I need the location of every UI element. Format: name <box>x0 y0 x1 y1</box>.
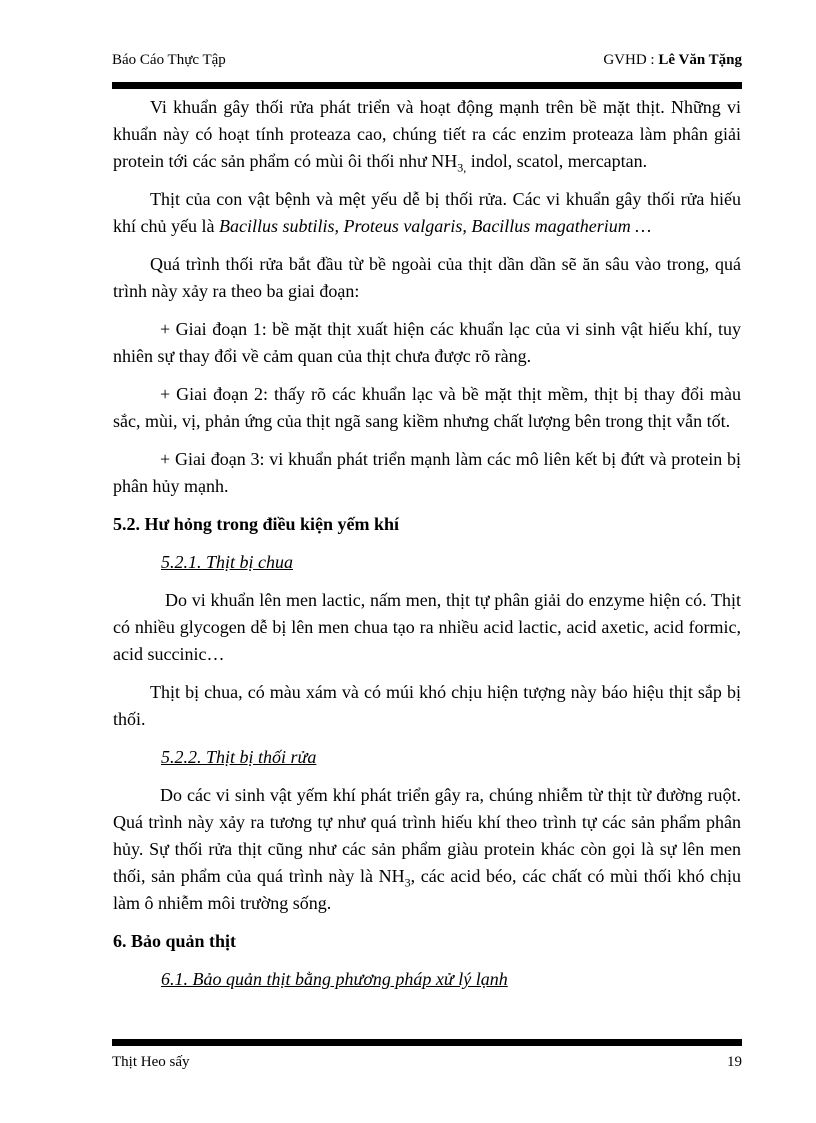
subsection-heading-5-2-1: 5.2.1. Thịt bị chua <box>161 552 294 572</box>
subsection-heading-6-1: 6.1. Bảo quản thịt bằng phương pháp xử lý lạnh <box>161 969 508 989</box>
page-body <box>113 94 741 1004</box>
section-heading-6: 6. Bảo quản thịt <box>113 931 237 951</box>
header-supervisor-name: Lê Văn Tặng <box>658 52 742 68</box>
subscript: 3 <box>404 875 411 890</box>
paragraph-text: Thịt của con vật bệnh và mệt yếu dễ bị thối rửa. Các vi khuẩn gây thối rửa hiếu khí chủ yếu là <box>113 189 741 236</box>
paragraph-stage-1: + Giai đoạn 1: bề mặt thịt xuất hiện các khuẩn lạc của vi sinh vật hiếu khí, tuy nhiên sự thay đổi về cảm quan của thịt chưa được rõ ràng. <box>113 319 741 366</box>
footer-topic: Thịt Heo sấy <box>112 1054 190 1070</box>
header-supervisor-label: GVHD : <box>603 52 659 68</box>
paragraph-stage-2: + Giai đoạn 2: thấy rõ các khuẩn lạc và bề mặt thịt mềm, thịt bị thay đổi màu sắc, mùi, vị, phản ứng của thịt ngã sang kiềm nhưng chất lượng bên trong thịt vẫn tốt. <box>113 384 741 431</box>
page-number: 19 <box>727 1054 742 1070</box>
paragraph-text: Do các vi sinh vật yếm khí phát triển gây ra, chúng nhiễm từ thịt từ đường ruột. Quá trình này xảy ra tương tự như quá trình hiếu khí theo trình tự các sản phẩm phân hủy. Sự thối rửa thịt cũng như các sản phẩm giàu protein khác còn gọi là sự lên men thối, sản phẩm của quá trình này là NH <box>113 785 741 886</box>
paragraph-sour-meat-sign: Thịt bị chua, có màu xám và có múi khó chịu hiện tượng này báo hiệu thịt sắp bị thối. <box>113 682 741 729</box>
species-names: Bacillus subtilis, Proteus valgaris, Bacillus magatherium … <box>218 216 652 236</box>
paragraph-stage-3: + Giai đoạn 3: vi khuẩn phát triển mạnh làm các mô liên kết bị đứt và protein bị phân hủy mạnh. <box>113 449 741 496</box>
paragraph-text: , các acid béo, các chất có mùi thối khó chịu làm ô nhiễm môi trường sống. <box>113 866 741 913</box>
subscript: 3, <box>457 160 467 175</box>
subsection-heading-5-2-2: 5.2.2. Thịt bị thối rửa <box>161 747 317 767</box>
paragraph-bacteria <box>113 94 741 175</box>
paragraph-process: Quá trình thối rửa bắt đầu từ bề ngoài của thịt dần dần sẽ ăn sâu vào trong, quá trình này xảy ra theo ba giai đoạn: <box>113 254 741 301</box>
page-header <box>112 52 742 74</box>
paragraph-text: Vi khuẩn gây thối rửa phát triển và hoạt động mạnh trên bề mặt thịt. Những vi khuẩn này có hoạt tính proteaza cao, chúng tiết ra các enzim proteaza làm phân giải protein tới các sản phẩm có mùi ôi thối như NH <box>113 97 741 171</box>
paragraph-sour-meat: Do vi khuẩn lên men lactic, nấm men, thịt tự phân giải do enzyme hiện có. Thịt có nhiều glycogen dễ bị lên men chua tạo ra nhiều acid lactic, acid axetic, acid formic, acid succinic… <box>113 590 741 664</box>
paragraph-text: indol, scatol, mercaptan. <box>466 151 648 171</box>
paragraph-anaerobic-rot <box>113 782 741 917</box>
footer-rule <box>112 1039 742 1046</box>
header-report-title: Báo Cáo Thực Tập <box>112 52 226 68</box>
section-heading-5-2: 5.2. Hư hỏng trong điều kiện yếm khí <box>113 514 400 534</box>
paragraph-aerobic-bacteria <box>113 186 741 240</box>
header-rule <box>112 82 742 89</box>
page-footer <box>112 1054 742 1076</box>
header-supervisor <box>603 52 742 69</box>
